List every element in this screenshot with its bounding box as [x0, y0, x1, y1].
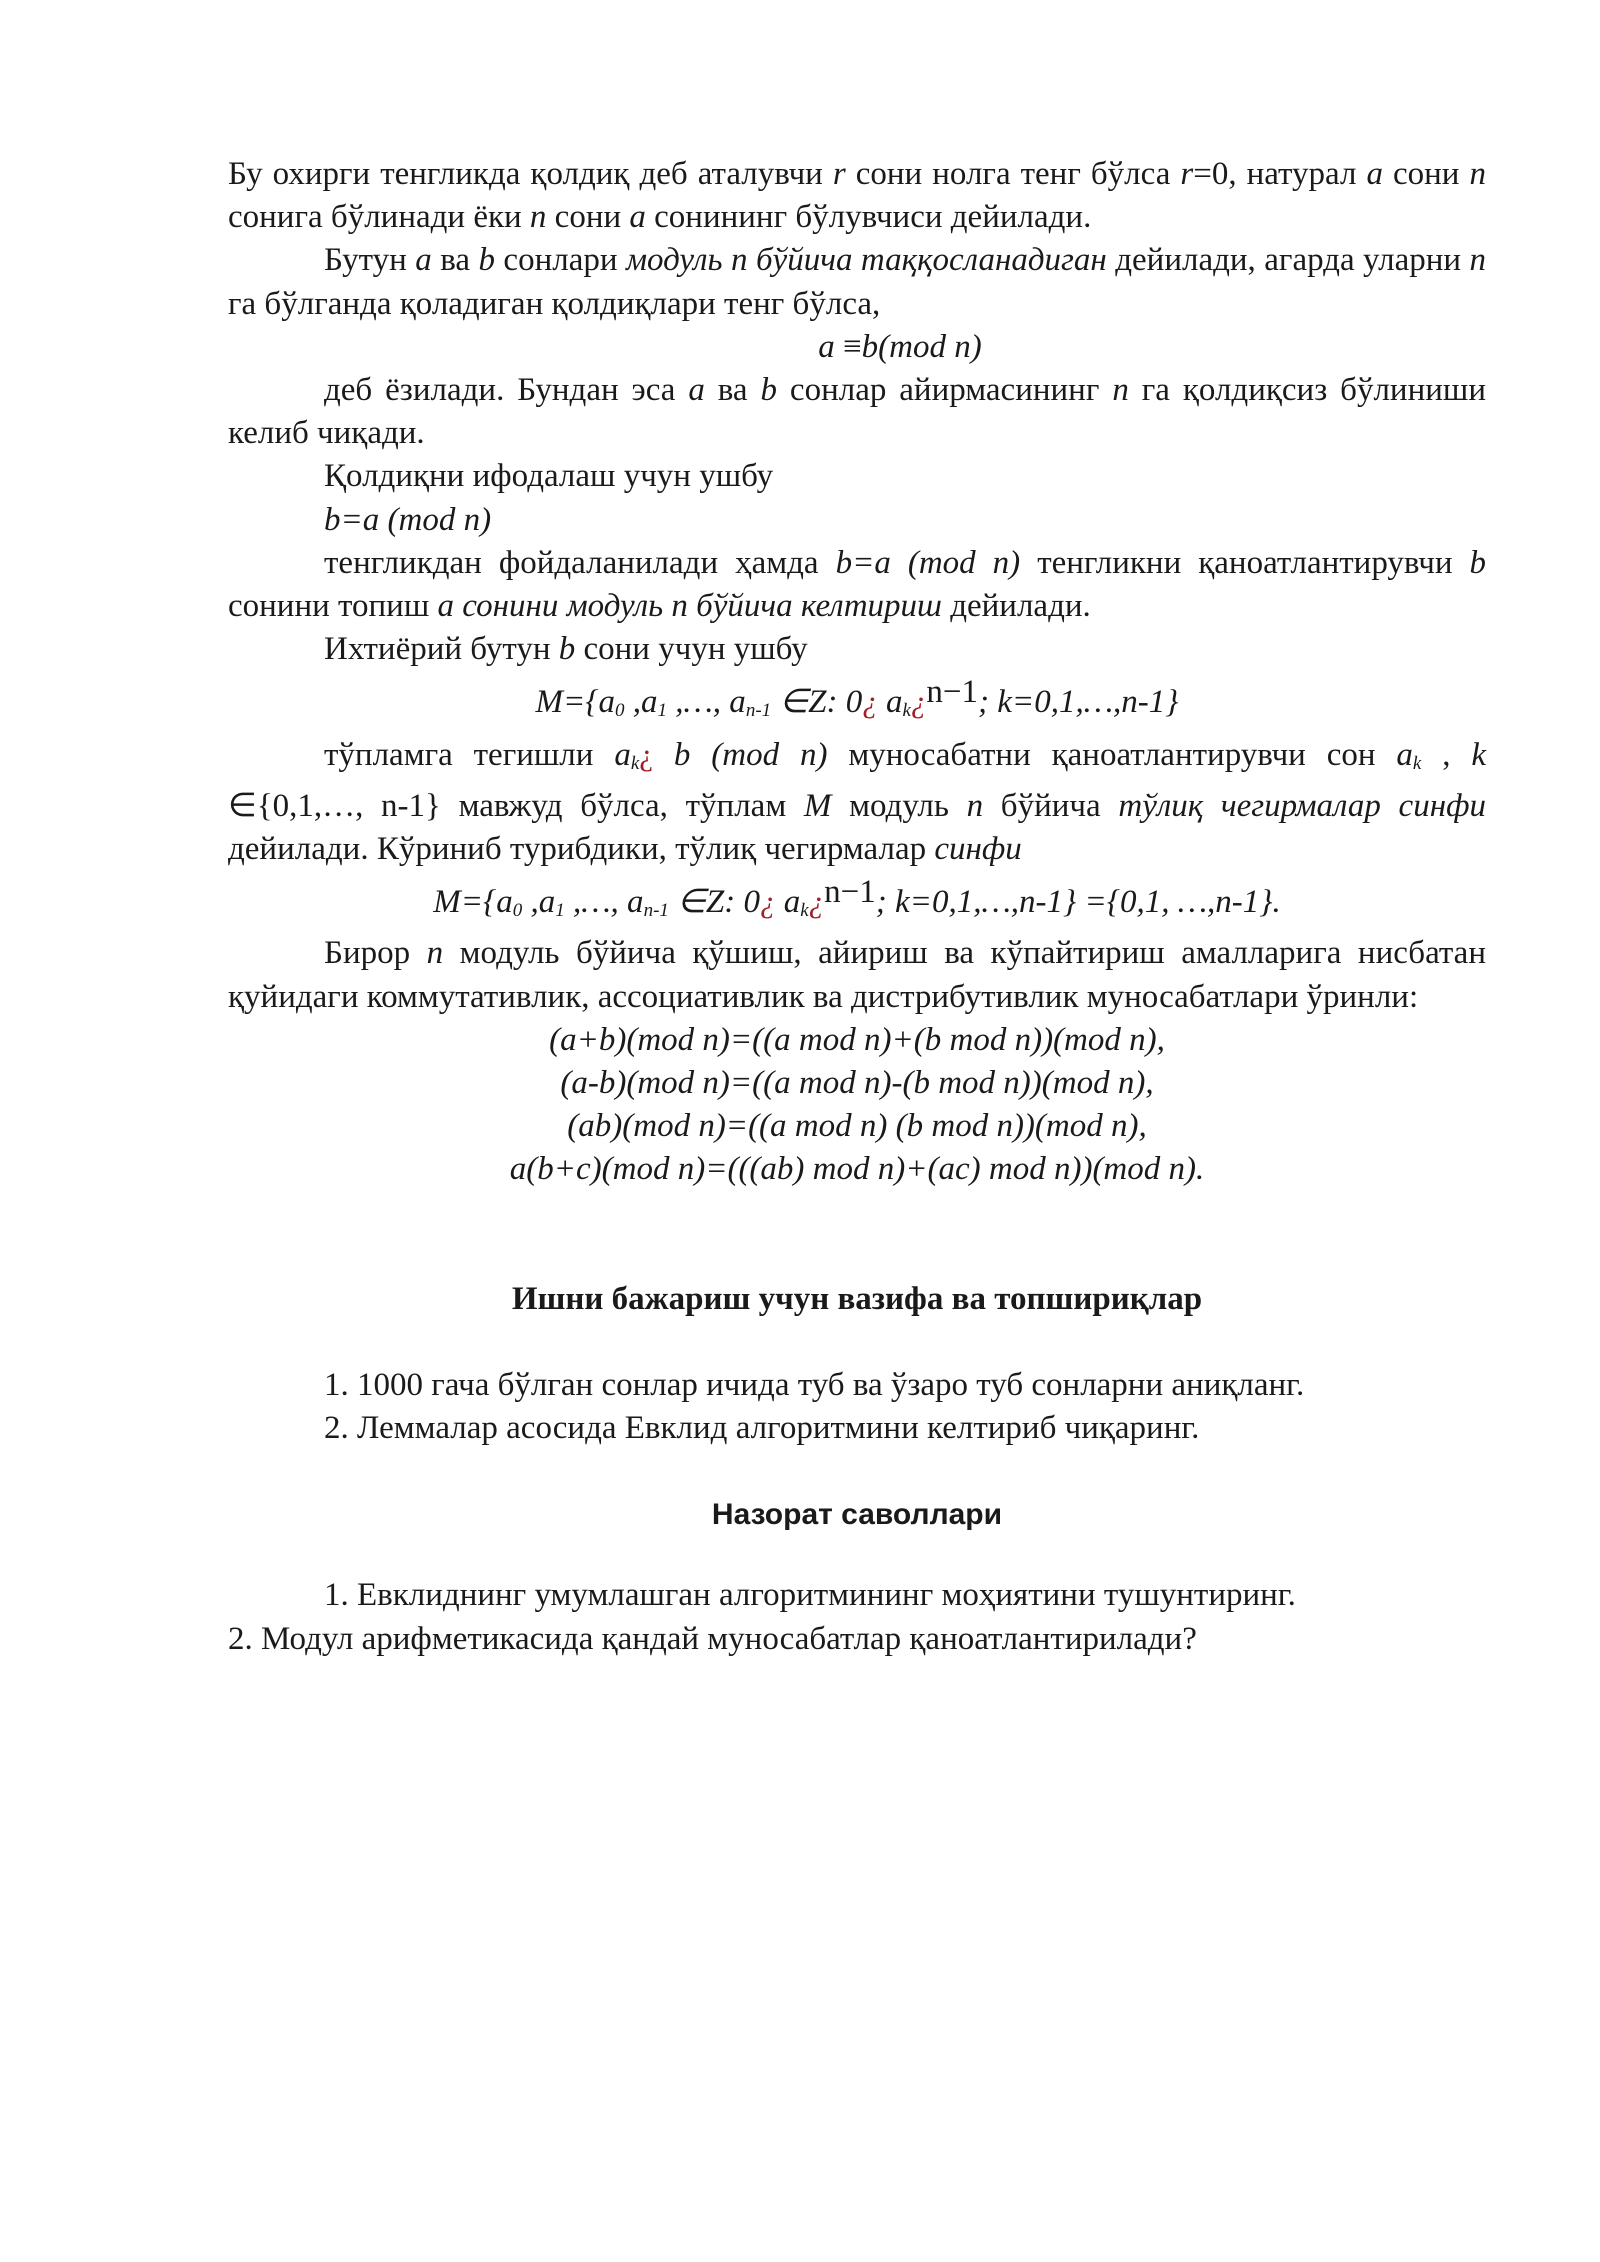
- text: дейилади.: [941, 588, 1091, 625]
- paragraph-notation: [228, 369, 1486, 455]
- task-item: 2. Леммалар асосида Евклид алгоритмини келтириб чиқаринг.: [324, 1410, 1200, 1447]
- formula-set-m-full: [228, 871, 1486, 932]
- text: дейилади, агарда уларни: [1106, 242, 1470, 279]
- subscript: 0: [512, 900, 523, 922]
- congruence-symbol: ≡: [834, 328, 862, 365]
- text: модуль бўйича қўшиш, айириш ва кўпайтириш амалларига нисбатан қуйидаги коммутативлик, ассоциативлик ва дистрибутивлик муносабатлари ўринли:: [228, 935, 1486, 1015]
- var-k: k: [1471, 736, 1486, 773]
- text: ; k=0,1,…,n-1}: [978, 684, 1179, 721]
- subscript: k: [630, 752, 640, 774]
- task-list: [228, 1364, 1486, 1450]
- subscript: k: [902, 700, 911, 722]
- text: бўйича: [983, 787, 1119, 824]
- var-a: a: [629, 199, 646, 236]
- subscript: 0: [614, 700, 625, 722]
- paragraph-complete-residue-system: [228, 733, 1486, 872]
- paragraph-remainder-expression: [228, 455, 1486, 498]
- text: ва: [431, 242, 479, 279]
- text: a: [775, 884, 801, 921]
- question-list: [228, 1574, 1486, 1660]
- broken-symbol: ¿: [910, 684, 927, 720]
- text: тўпламга тегишли: [324, 736, 615, 773]
- text: ∈{0,1,…, n-1} мавжуд бўлса, тўплам: [228, 787, 804, 824]
- text: ∈Z: 0: [668, 884, 760, 921]
- text: сони: [1382, 156, 1470, 192]
- defined-term: модуль n бўйича таққосланадиган: [625, 242, 1107, 279]
- defined-term: тўлиқ чегирмалар синфи: [1118, 787, 1486, 824]
- formula-subtraction: (a-b)(mod n)=((a mod n)-(b mod n))(mod n),: [560, 1065, 1154, 1102]
- paragraph-congruence-definition: [228, 239, 1486, 325]
- var-n: n: [1112, 372, 1129, 409]
- text: га қолдиқсиз бўлиниши келиб чиқади.: [228, 372, 1486, 452]
- paragraph-arbitrary-integer: [228, 628, 1486, 671]
- text: b=a (mod n): [324, 501, 492, 538]
- inline-formula: b=a (mod n): [835, 544, 1021, 581]
- text: ,…, a: [564, 884, 644, 921]
- heading-control-questions: Назорат саволлари: [711, 1498, 1003, 1532]
- paragraph-remainder: [228, 153, 1486, 239]
- var-b: b: [478, 242, 495, 279]
- subscript: 1: [657, 700, 667, 722]
- formula-reduction: [228, 499, 1486, 542]
- text: ,a: [522, 884, 556, 921]
- var-a: a: [688, 372, 705, 409]
- var-n: n: [426, 935, 444, 972]
- subscript: n-1: [745, 700, 772, 722]
- var-a: a: [1366, 156, 1383, 192]
- var-a: a: [1396, 736, 1413, 773]
- heading-tasks: Ишни бажариш учун вазифа ва топшириқлар: [511, 1280, 1203, 1317]
- question-item: 2. Модул арифметикасида қандай муносабатлар қаноатлантирилади?: [228, 1620, 1197, 1657]
- question-item: 1. Евклиднинг умумлашган алгоритмининг моҳиятини тушунтиринг.: [324, 1577, 1296, 1614]
- document-body: [228, 153, 1486, 1661]
- broken-symbol: ¿: [639, 736, 654, 772]
- text: Ихтиёрий бутун: [324, 631, 559, 668]
- var-r: r: [832, 156, 846, 192]
- var-r: r: [1180, 156, 1194, 192]
- text: га бўлганда қоладиган қолдиқлари тенг бўлса,: [228, 285, 881, 322]
- subscript: n-1: [643, 900, 669, 922]
- paragraph-properties: [228, 932, 1486, 1018]
- text: муносабатни қаноатлантирувчи сон: [827, 736, 1397, 773]
- defined-term: a сонини модуль n бўйича келтириш: [437, 588, 942, 625]
- var-a: a: [415, 242, 432, 279]
- var-n: n: [1469, 242, 1486, 279]
- text: ,…, a: [666, 684, 746, 721]
- broken-symbol: ¿: [862, 684, 878, 720]
- text: a: [877, 684, 903, 721]
- superscript: n−1: [824, 874, 876, 911]
- text: сонлар айирмасининг: [777, 372, 1113, 409]
- formula-list: [228, 1019, 1486, 1192]
- text: сонига бўлинади ёки: [228, 199, 530, 236]
- text: сонининг бўлувчиси дейилади.: [645, 199, 1092, 236]
- var-b: b: [558, 631, 576, 668]
- text: ∈Z: 0: [771, 684, 863, 721]
- text: тенгликни қаноатлантирувчи: [1020, 544, 1470, 581]
- text: сони учун ушбу: [575, 631, 808, 668]
- formula-distributive: a(b+c)(mod n)=(((ab) mod n)+(ac) mod n))(mod n).: [509, 1151, 1205, 1188]
- text: сони нолга тенг бўлса: [845, 156, 1181, 192]
- defined-term: синфи: [934, 831, 1022, 868]
- subscript: 1: [555, 900, 565, 922]
- formula-congruence: [228, 326, 1486, 369]
- text: ,: [1421, 736, 1472, 773]
- text: ва: [704, 372, 761, 409]
- text: сони: [546, 199, 630, 236]
- broken-symbol: ¿: [759, 884, 776, 920]
- text: ,a: [624, 684, 658, 721]
- formula-multiplication: (ab)(mod n)=((a mod n) (b mod n))(mod n),: [567, 1108, 1147, 1145]
- formula-set-m: [228, 671, 1486, 732]
- var-b: b: [1469, 544, 1486, 581]
- text: сонини топиш: [228, 588, 438, 625]
- subscript: k: [800, 900, 809, 922]
- text: (mod n): [878, 328, 982, 365]
- text: Бирор: [324, 935, 427, 972]
- var-a: a: [614, 736, 631, 773]
- formula-addition: (a+b)(mod n)=((a mod n)+(b mod n))(mod n),: [549, 1021, 1165, 1058]
- text: Бутун: [324, 242, 416, 279]
- text: Қолдиқни ифодалаш учун ушбу: [324, 458, 774, 495]
- var-b: b: [861, 328, 879, 365]
- var-m: M: [803, 787, 832, 824]
- var-n: n: [966, 787, 984, 824]
- text: деб ёзилади. Бундан эса: [324, 372, 689, 409]
- text: сонлари: [494, 242, 626, 279]
- text: дейилади. Кўриниб турибдики, тўлиқ чегирмалар: [228, 831, 935, 868]
- text: ; k=0,1,…,n-1} ={0,1, …,n-1}.: [875, 884, 1281, 921]
- text: тенгликдан фойдаланилади ҳамда: [324, 544, 836, 581]
- var-n: n: [529, 199, 547, 236]
- var-a: a: [818, 328, 835, 365]
- text: Бу охирги тенгликда қолдиқ деб аталувчи: [228, 156, 833, 192]
- task-item: 1. 1000 гача бўлган сонлар ичида туб ва ўзаро туб сонларни аниқланг.: [324, 1366, 1305, 1403]
- var-b: b: [760, 372, 777, 409]
- subscript: k: [1412, 752, 1422, 774]
- broken-symbol: ¿: [808, 884, 825, 920]
- var-n: n: [1469, 156, 1486, 192]
- text: модуль: [831, 787, 967, 824]
- text: M={a: [433, 884, 513, 921]
- inline-formula: b (mod n): [653, 736, 828, 773]
- superscript: n−1: [926, 674, 979, 711]
- text: =0, натурал: [1193, 156, 1367, 192]
- text: M={a: [535, 684, 615, 721]
- paragraph-reduction: [228, 542, 1486, 628]
